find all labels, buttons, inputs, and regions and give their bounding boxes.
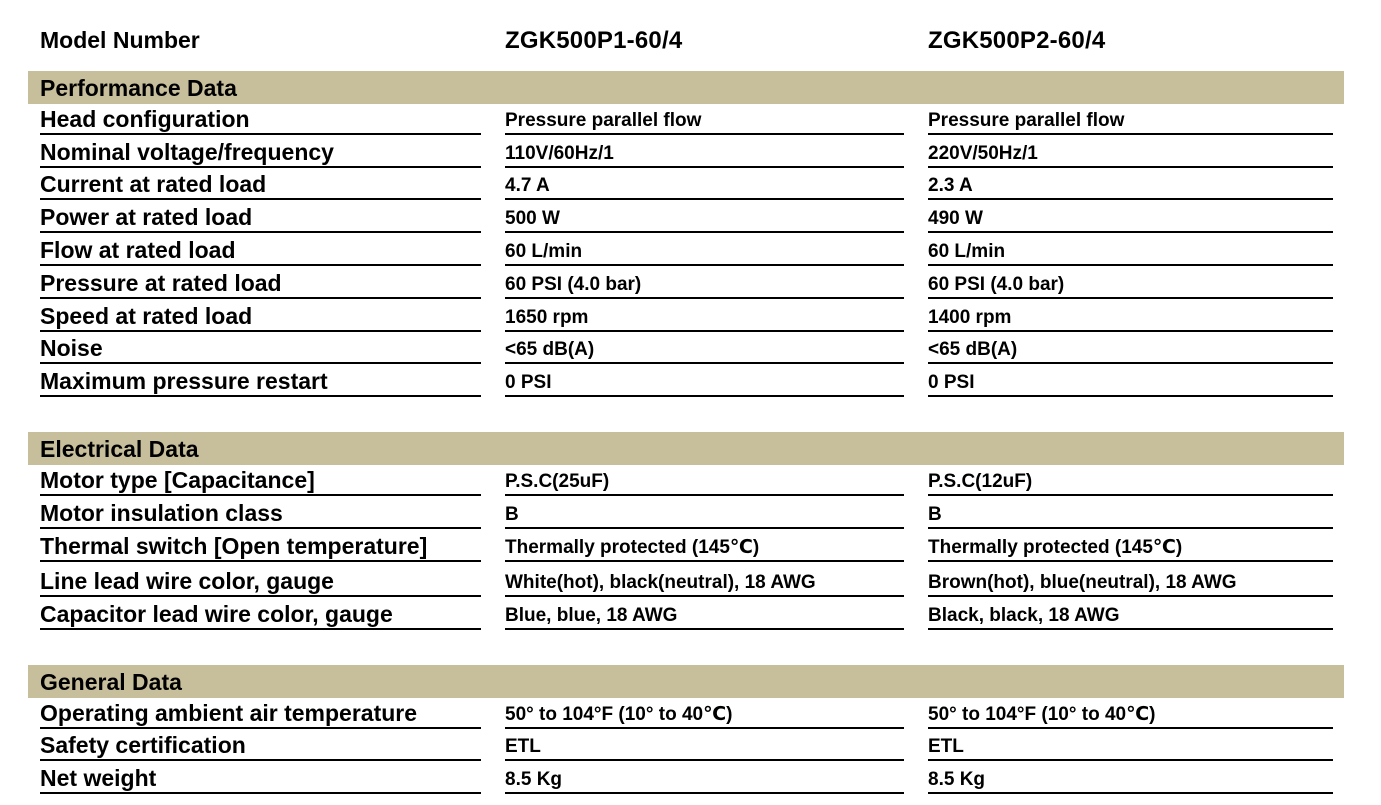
- spec-value-model-2: 2.3 A: [928, 170, 1333, 200]
- spec-label: Noise: [40, 334, 481, 364]
- spec-label: Maximum pressure restart: [40, 367, 481, 397]
- spec-value-model-1: P.S.C(25uF): [505, 466, 904, 496]
- spec-value-model-2: 220V/50Hz/1: [928, 138, 1333, 168]
- spec-value-model-2: Pressure parallel flow: [928, 105, 1333, 135]
- spec-value-model-1: 1650 rpm: [505, 302, 904, 332]
- spec-value-model-2: 8.5 Kg: [928, 764, 1333, 794]
- spec-value-model-1: B: [505, 499, 904, 529]
- spec-label: Nominal voltage/frequency: [40, 138, 481, 168]
- spec-value-model-2: 60 PSI (4.0 bar): [928, 269, 1333, 299]
- spec-value-model-2: 490 W: [928, 203, 1333, 233]
- section-header-general: [28, 665, 1344, 698]
- spec-value-model-2: 1400 rpm: [928, 302, 1333, 332]
- spec-value-model-1: 60 L/min: [505, 236, 904, 266]
- spec-value-model-2: 60 L/min: [928, 236, 1333, 266]
- spec-value-model-2: <65 dB(A): [928, 334, 1333, 364]
- spec-value-model-1: 50° to 104°F (10° to 40℃): [505, 699, 904, 729]
- spec-label: Motor insulation class: [40, 499, 481, 529]
- spec-label: Pressure at rated load: [40, 269, 481, 299]
- spec-value-model-1: White(hot), black(neutral), 18 AWG: [505, 567, 904, 597]
- spec-label: Speed at rated load: [40, 302, 481, 332]
- spec-value-model-2: Black, black, 18 AWG: [928, 600, 1333, 630]
- spec-value-model-2: 50° to 104°F (10° to 40℃): [928, 699, 1333, 729]
- spec-value-model-2: Thermally protected (145℃): [928, 532, 1333, 562]
- section-title: General Data: [40, 669, 182, 695]
- spec-value-model-2: B: [928, 499, 1333, 529]
- spec-value-model-2: P.S.C(12uF): [928, 466, 1333, 496]
- spec-value-model-1: 500 W: [505, 203, 904, 233]
- section-header-electrical: [28, 432, 1344, 465]
- spec-label: Flow at rated load: [40, 236, 481, 266]
- spec-value-model-1: Blue, blue, 18 AWG: [505, 600, 904, 630]
- spec-label: Capacitor lead wire color, gauge: [40, 600, 481, 630]
- spec-value-model-1: 110V/60Hz/1: [505, 138, 904, 168]
- spec-value-model-1: Thermally protected (145℃): [505, 532, 904, 562]
- spec-value-model-1: Pressure parallel flow: [505, 105, 904, 135]
- spec-value-model-2: Brown(hot), blue(neutral), 18 AWG: [928, 567, 1333, 597]
- spec-value-model-1: 60 PSI (4.0 bar): [505, 269, 904, 299]
- section-header-performance: [28, 71, 1344, 104]
- spec-label: Current at rated load: [40, 170, 481, 200]
- spec-label: Head configuration: [40, 105, 481, 135]
- section-title: Performance Data: [40, 75, 237, 101]
- model-2-heading: ZGK500P2-60/4: [928, 27, 1106, 54]
- spec-label: Thermal switch [Open temperature]: [40, 532, 481, 562]
- spec-value-model-1: ETL: [505, 731, 904, 761]
- spec-label: Motor type [Capacitance]: [40, 466, 481, 496]
- spec-label: Power at rated load: [40, 203, 481, 233]
- spec-value-model-2: ETL: [928, 731, 1333, 761]
- spec-value-model-1: 8.5 Kg: [505, 764, 904, 794]
- spec-value-model-2: 0 PSI: [928, 367, 1333, 397]
- model-1-heading: ZGK500P1-60/4: [505, 27, 683, 54]
- spec-label: Safety certification: [40, 731, 481, 761]
- section-title: Electrical Data: [40, 436, 199, 462]
- spec-value-model-1: 4.7 A: [505, 170, 904, 200]
- spec-value-model-1: 0 PSI: [505, 367, 904, 397]
- spec-label: Line lead wire color, gauge: [40, 567, 481, 597]
- spec-label: Operating ambient air temperature: [40, 699, 481, 729]
- spec-label: Net weight: [40, 764, 481, 794]
- model-number-label: Model Number: [40, 27, 200, 53]
- spec-value-model-1: <65 dB(A): [505, 334, 904, 364]
